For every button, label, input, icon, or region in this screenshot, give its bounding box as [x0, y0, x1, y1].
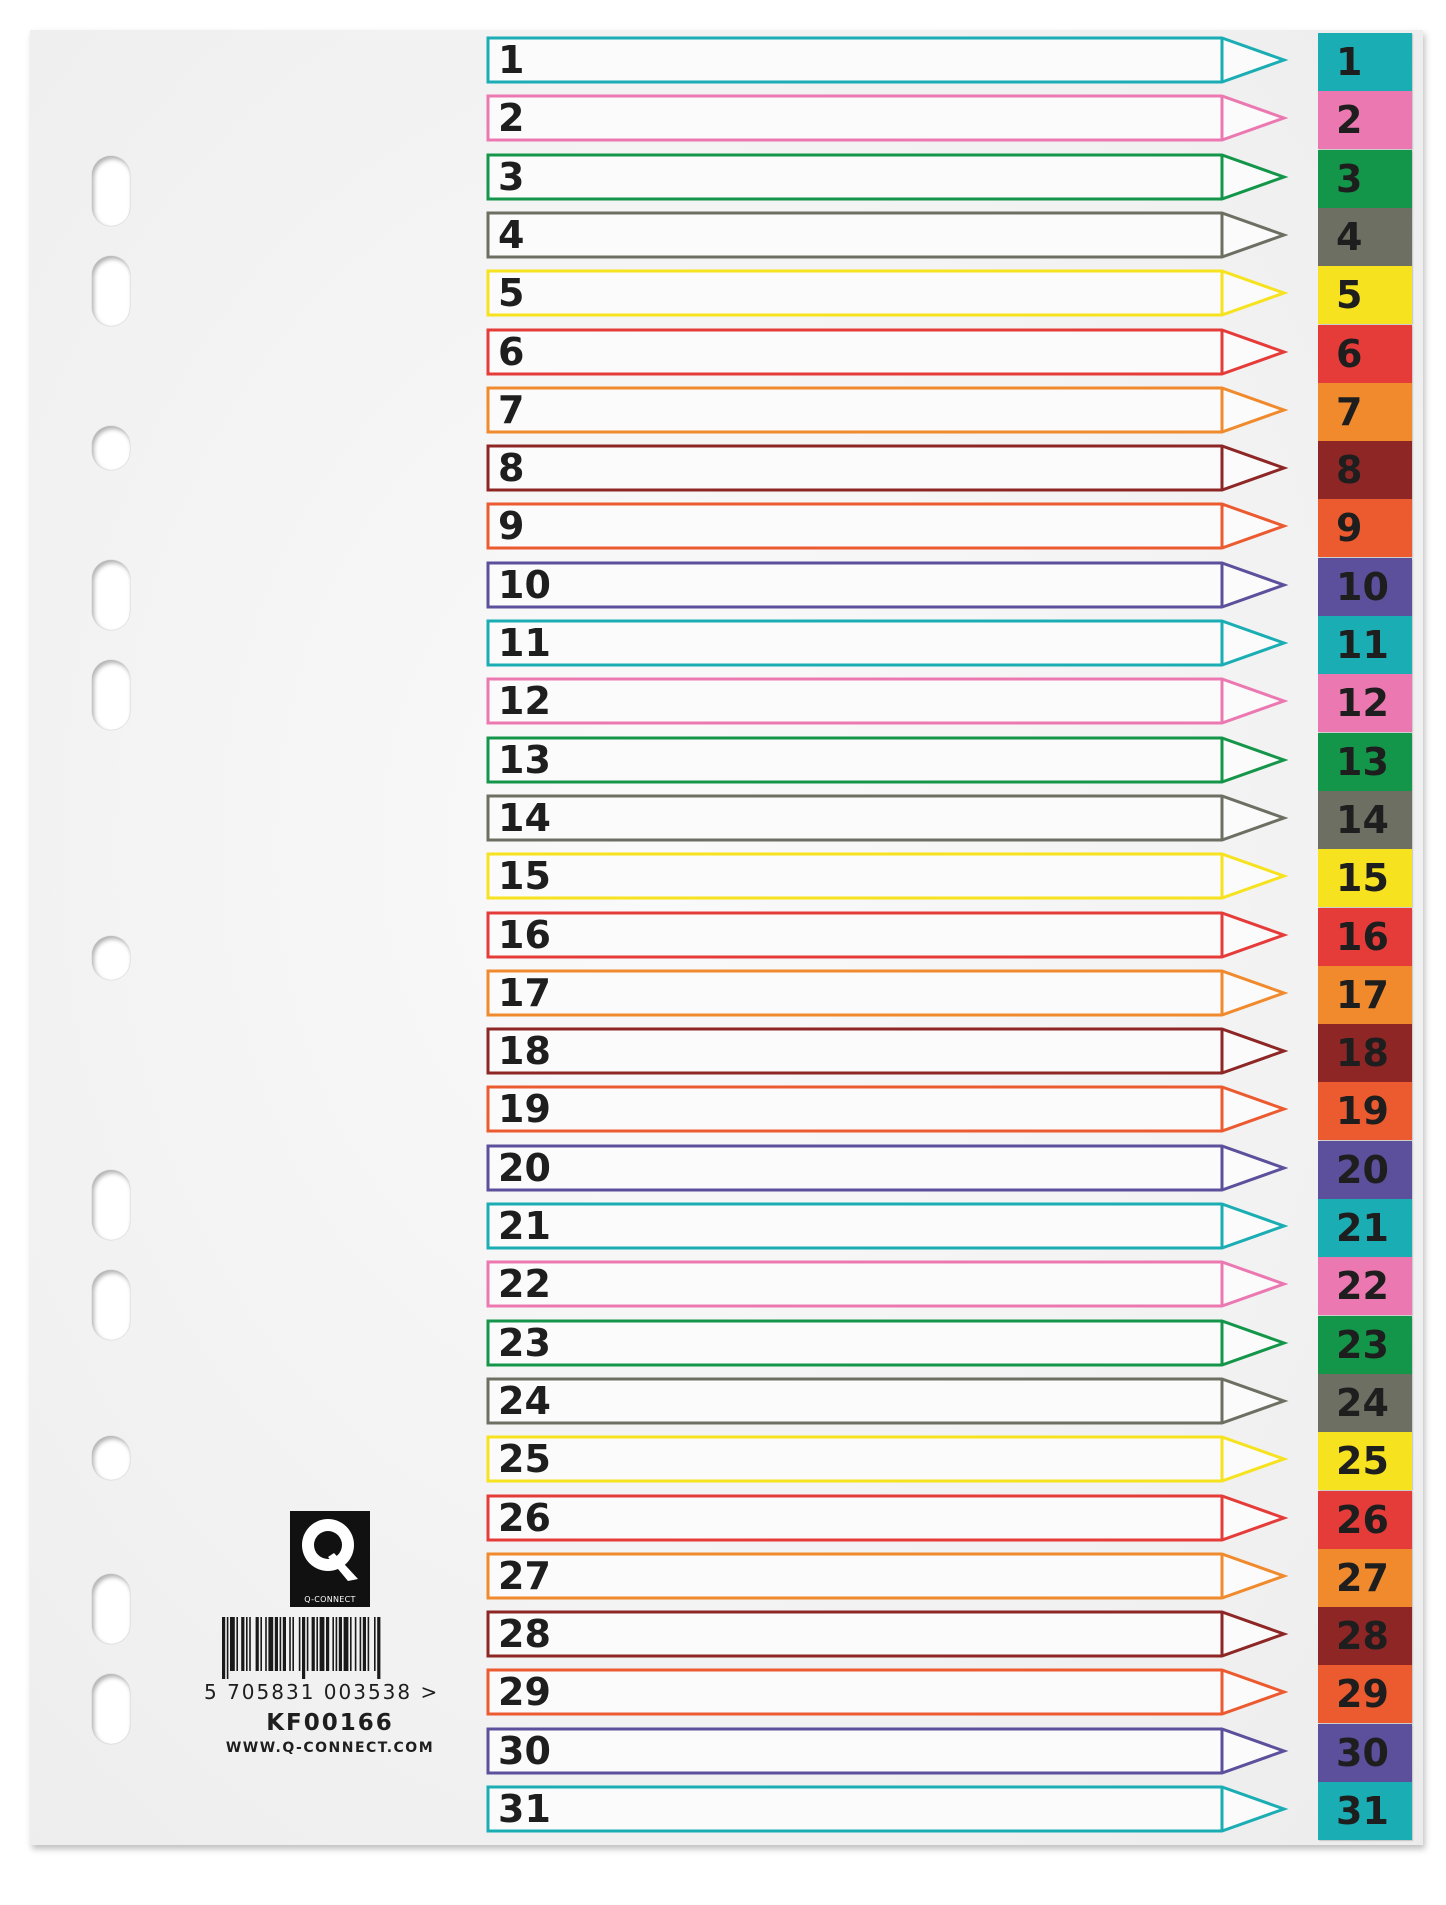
- row-number: 8: [498, 446, 525, 491]
- index-tab[interactable]: 18: [1318, 1024, 1412, 1082]
- index-tab[interactable]: 5: [1318, 266, 1412, 324]
- barcode-bar: [320, 1617, 325, 1671]
- row-number: 18: [498, 1029, 551, 1074]
- divider-row: [486, 1727, 1288, 1775]
- divider-row: [486, 1144, 1288, 1192]
- divider-row: [486, 911, 1288, 959]
- divider-row: [486, 1610, 1288, 1658]
- barcode-bar: [280, 1617, 282, 1671]
- barcode-bar: [339, 1617, 342, 1671]
- barcode-bar: [230, 1617, 235, 1671]
- row-pencil-outline: [486, 1144, 1288, 1192]
- divider-row: [486, 328, 1288, 376]
- row-pencil-outline: [486, 1085, 1288, 1133]
- divider-row: [486, 677, 1288, 725]
- row-pencil-outline: [486, 1610, 1288, 1658]
- divider-row: [486, 94, 1288, 142]
- index-tab[interactable]: 19: [1318, 1082, 1412, 1140]
- row-pencil-outline: [486, 386, 1288, 434]
- q-connect-logo: [290, 1511, 370, 1607]
- row-number: 21: [498, 1204, 551, 1248]
- row-pencil-outline: [486, 1785, 1288, 1833]
- barcode-bar: [377, 1617, 380, 1679]
- index-tab[interactable]: 1: [1318, 33, 1412, 91]
- barcode: [222, 1617, 438, 1679]
- row-pencil-outline: [486, 1027, 1288, 1075]
- row-pencil-outline: [486, 1435, 1288, 1483]
- row-pencil-outline: [486, 852, 1288, 900]
- divider-row: [486, 1494, 1288, 1542]
- index-tab[interactable]: 27: [1318, 1549, 1412, 1607]
- barcode-bar: [326, 1617, 329, 1671]
- barcode-bar: [374, 1617, 376, 1671]
- row-number: 22: [498, 1262, 551, 1307]
- barcode-bar: [312, 1617, 315, 1671]
- row-number: 23: [498, 1320, 551, 1365]
- row-pencil-outline: [486, 1494, 1288, 1542]
- divider-row: [486, 153, 1288, 201]
- divider-row: [486, 1260, 1288, 1308]
- index-tab[interactable]: 21: [1318, 1199, 1412, 1257]
- index-tab[interactable]: 22: [1318, 1257, 1412, 1315]
- barcode-bar: [268, 1617, 273, 1671]
- index-tab[interactable]: 28: [1318, 1607, 1412, 1665]
- index-tab[interactable]: 15: [1318, 849, 1412, 907]
- divider-row: [486, 1377, 1288, 1425]
- index-tab[interactable]: 31: [1318, 1782, 1412, 1840]
- index-tab[interactable]: 4: [1318, 208, 1412, 266]
- row-number: 14: [498, 795, 551, 840]
- index-tab[interactable]: 20: [1318, 1141, 1412, 1199]
- barcode-bar: [275, 1617, 278, 1671]
- row-number: 30: [498, 1728, 551, 1773]
- row-pencil-outline: [486, 1727, 1288, 1775]
- row-number: 13: [498, 737, 551, 782]
- row-pencil-outline: [486, 677, 1288, 725]
- punch-hole: [92, 1436, 130, 1480]
- barcode-bar: [360, 1617, 362, 1671]
- punch-hole: [92, 660, 130, 730]
- row-pencil-outline: [486, 911, 1288, 959]
- divider-row: [486, 619, 1288, 667]
- row-number: 31: [498, 1787, 551, 1831]
- barcode-bar: [260, 1617, 262, 1671]
- index-tab[interactable]: 14: [1318, 791, 1412, 849]
- row-pencil-outline: [486, 1202, 1288, 1250]
- barcode-bar: [236, 1617, 238, 1671]
- barcode-bar: [368, 1617, 370, 1671]
- index-tab[interactable]: 24: [1318, 1374, 1412, 1432]
- punch-hole: [92, 426, 130, 470]
- barcode-bar: [332, 1617, 334, 1671]
- row-pencil-outline: [486, 736, 1288, 784]
- index-tab[interactable]: 12: [1318, 674, 1412, 732]
- row-number: 27: [498, 1553, 551, 1598]
- punch-hole: [92, 256, 130, 326]
- row-pencil-outline: [486, 561, 1288, 609]
- punch-hole: [92, 1170, 130, 1240]
- divider-row: [486, 969, 1288, 1017]
- divider-row: [486, 36, 1288, 84]
- row-number: 1: [498, 38, 525, 82]
- index-tab[interactable]: 3: [1318, 150, 1412, 208]
- barcode-bar: [222, 1617, 225, 1679]
- barcode-bar: [302, 1617, 305, 1679]
- row-pencil-outline: [486, 1377, 1288, 1425]
- row-number: 29: [498, 1670, 551, 1715]
- barcode-bar: [350, 1617, 352, 1671]
- barcode-bar: [336, 1617, 338, 1671]
- row-number: 28: [498, 1612, 551, 1657]
- punch-hole: [92, 1574, 130, 1644]
- row-pencil-outline: [486, 502, 1288, 550]
- row-number: 4: [498, 212, 525, 257]
- barcode-bar: [265, 1617, 267, 1671]
- punch-hole: [92, 560, 130, 630]
- row-number: 2: [498, 96, 525, 141]
- index-tab[interactable]: 8: [1318, 441, 1412, 499]
- divider-row: [486, 852, 1288, 900]
- divider-row: [486, 1435, 1288, 1483]
- divider-row: [486, 794, 1288, 842]
- row-number: 16: [498, 912, 551, 957]
- divider-row: [486, 736, 1288, 784]
- row-number: 5: [498, 271, 525, 316]
- row-number: 9: [498, 504, 525, 549]
- index-tab[interactable]: 6: [1318, 325, 1412, 383]
- divider-row: [486, 502, 1288, 550]
- row-pencil-outline: [486, 1552, 1288, 1600]
- row-number: 6: [498, 329, 525, 374]
- row-pencil-outline: [486, 269, 1288, 317]
- barcode-bar: [283, 1617, 286, 1671]
- row-number: 26: [498, 1495, 551, 1540]
- barcode-bar: [256, 1617, 259, 1671]
- punch-hole: [92, 1674, 130, 1744]
- row-pencil-outline: [486, 1319, 1288, 1367]
- divider-row: [486, 386, 1288, 434]
- index-tab[interactable]: 25: [1318, 1432, 1412, 1490]
- divider-row: [486, 269, 1288, 317]
- website-url: WWW.Q-CONNECT.COM: [225, 1740, 435, 1756]
- q-logo-icon: [298, 1513, 362, 1583]
- row-pencil-outline: [486, 969, 1288, 1017]
- index-tab[interactable]: 30: [1318, 1724, 1412, 1782]
- row-pencil-outline: [486, 619, 1288, 667]
- row-number: 25: [498, 1437, 551, 1482]
- barcode-bar: [355, 1617, 357, 1671]
- row-number: 20: [498, 1145, 551, 1190]
- row-number: 19: [498, 1087, 551, 1132]
- row-number: 7: [498, 387, 525, 432]
- row-number: 24: [498, 1378, 551, 1423]
- divider-row: [486, 1085, 1288, 1133]
- barcode-bar: [289, 1617, 291, 1671]
- punch-hole: [92, 1270, 130, 1340]
- barcode-bar: [227, 1617, 229, 1679]
- row-pencil-outline: [486, 1260, 1288, 1308]
- row-number: 12: [498, 679, 551, 724]
- divider-row: [486, 1552, 1288, 1600]
- row-pencil-outline: [486, 94, 1288, 142]
- row-pencil-outline: [486, 153, 1288, 201]
- divider-row: [486, 211, 1288, 259]
- punch-hole: [92, 156, 130, 226]
- divider-row: [486, 1027, 1288, 1075]
- punch-hole: [92, 936, 130, 980]
- row-number: 10: [498, 562, 551, 607]
- row-pencil-outline: [486, 794, 1288, 842]
- row-pencil-outline: [486, 328, 1288, 376]
- barcode-bar: [307, 1617, 309, 1671]
- index-tab[interactable]: 26: [1318, 1491, 1412, 1549]
- index-tab[interactable]: 7: [1318, 383, 1412, 441]
- row-number: 15: [498, 854, 551, 899]
- divider-row: [486, 1668, 1288, 1716]
- index-tab[interactable]: 2: [1318, 91, 1412, 149]
- divider-row: [486, 444, 1288, 492]
- barcode-bar: [344, 1617, 349, 1671]
- index-tab[interactable]: 16: [1318, 908, 1412, 966]
- logo-text: Q-CONNECT: [304, 1595, 356, 1604]
- barcode-digits: 5 705831 003538 >: [204, 1680, 440, 1704]
- index-tab[interactable]: 13: [1318, 733, 1412, 791]
- barcode-bar: [363, 1617, 366, 1671]
- row-pencil-outline: [486, 1668, 1288, 1716]
- index-tab[interactable]: 10: [1318, 558, 1412, 616]
- barcode-bar: [246, 1617, 248, 1671]
- row-number: 17: [498, 970, 551, 1015]
- barcode-bar: [249, 1617, 251, 1671]
- index-tab[interactable]: 29: [1318, 1665, 1412, 1723]
- index-tab[interactable]: 11: [1318, 616, 1412, 674]
- row-pencil-outline: [486, 444, 1288, 492]
- divider-row: [486, 561, 1288, 609]
- row-number: 11: [498, 621, 551, 665]
- index-tab[interactable]: 9: [1318, 499, 1412, 557]
- divider-row: [486, 1319, 1288, 1367]
- barcode-bar: [292, 1617, 294, 1671]
- barcode-bar: [241, 1617, 244, 1671]
- divider-row: [486, 1202, 1288, 1250]
- index-tab[interactable]: 23: [1318, 1316, 1412, 1374]
- barcode-bar: [316, 1617, 318, 1671]
- row-number: 3: [498, 154, 525, 199]
- divider-row: [486, 1785, 1288, 1833]
- row-pencil-outline: [486, 36, 1288, 84]
- index-tab[interactable]: 17: [1318, 966, 1412, 1024]
- row-pencil-outline: [486, 211, 1288, 259]
- product-code: KF00166: [266, 1710, 394, 1736]
- barcode-bar: [299, 1617, 301, 1671]
